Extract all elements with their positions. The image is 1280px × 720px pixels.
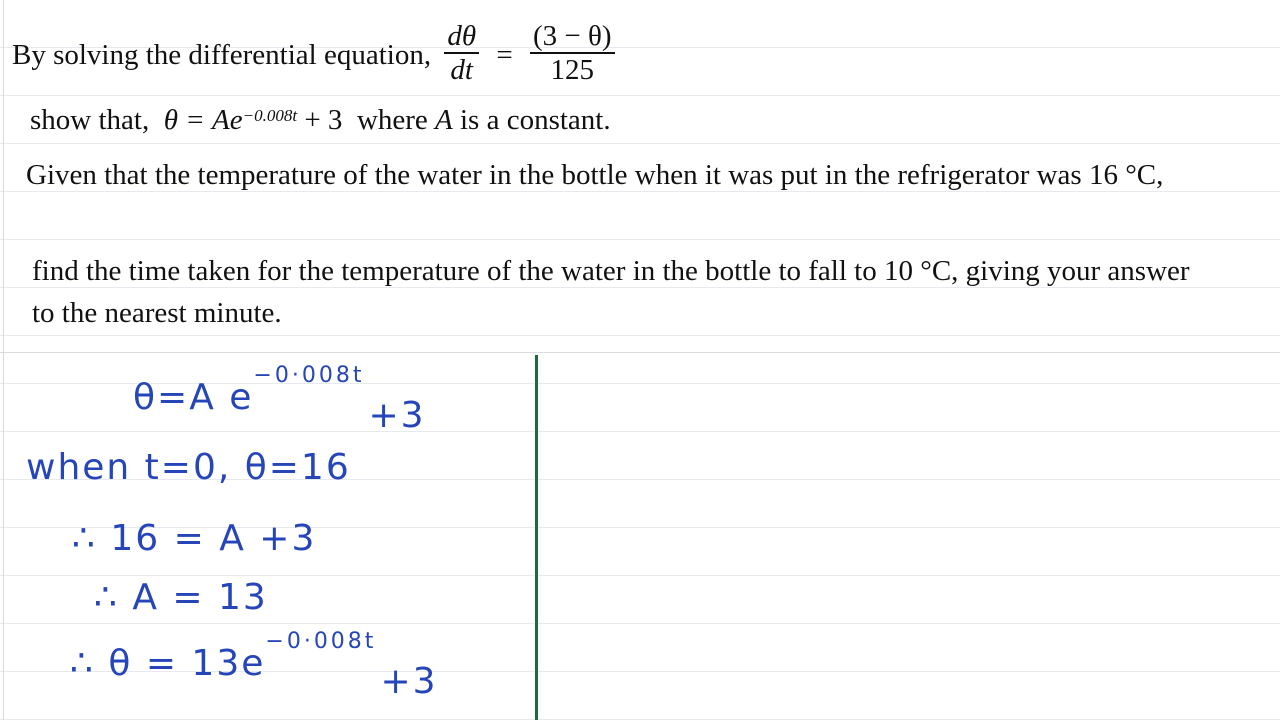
working-line-5-exponent: −0·008t <box>265 629 377 654</box>
derivative-fraction <box>444 20 479 86</box>
show-equation-tail: + 3 <box>297 104 343 136</box>
question-intro-text: By solving the differential equation, <box>12 39 432 71</box>
show-suffix: is a constant. <box>460 104 611 136</box>
derivative-numerator: dθ <box>444 20 479 54</box>
derivative-denominator: dt <box>450 54 473 86</box>
working-line-1-tail: +3 <box>368 395 426 436</box>
working-line-5-main: ∴ θ = 13e <box>70 643 266 684</box>
show-prefix: show that, <box>30 104 150 136</box>
working-line-3: ∴ 16 = A +3 <box>72 518 317 559</box>
show-equation-main: θ = Ae <box>163 104 243 136</box>
question-show-that <box>30 100 611 140</box>
working-area-divider <box>0 352 1280 353</box>
working-line-5-tail: +3 <box>380 661 438 702</box>
working-margin-line <box>535 355 538 720</box>
question-intro <box>12 22 621 88</box>
show-where: where <box>356 104 428 136</box>
question-find: find the time taken for the temperature of the water in the bottle to fall to 10 °C, giving your answer to the nearest minute. <box>32 255 1190 329</box>
show-equation-exponent: −0.008t <box>242 106 298 125</box>
working-line-1-exponent: −0·008t <box>253 363 365 388</box>
rhs-fraction <box>530 20 615 86</box>
show-constant-symbol: A <box>435 104 453 136</box>
working-line-2: when t=0, θ=16 <box>26 447 351 488</box>
equals-sign: = <box>496 39 513 71</box>
rhs-denominator: 125 <box>550 54 594 86</box>
working-line-1-main: θ=A e <box>133 377 254 418</box>
handwritten-working <box>0 355 535 720</box>
rhs-numerator: (3 − θ) <box>530 20 615 54</box>
working-line-4: ∴ A = 13 <box>94 577 268 618</box>
question-given: Given that the temperature of the water in the bottle when it was put in the refrigerator was 16 °C, <box>26 159 1164 191</box>
